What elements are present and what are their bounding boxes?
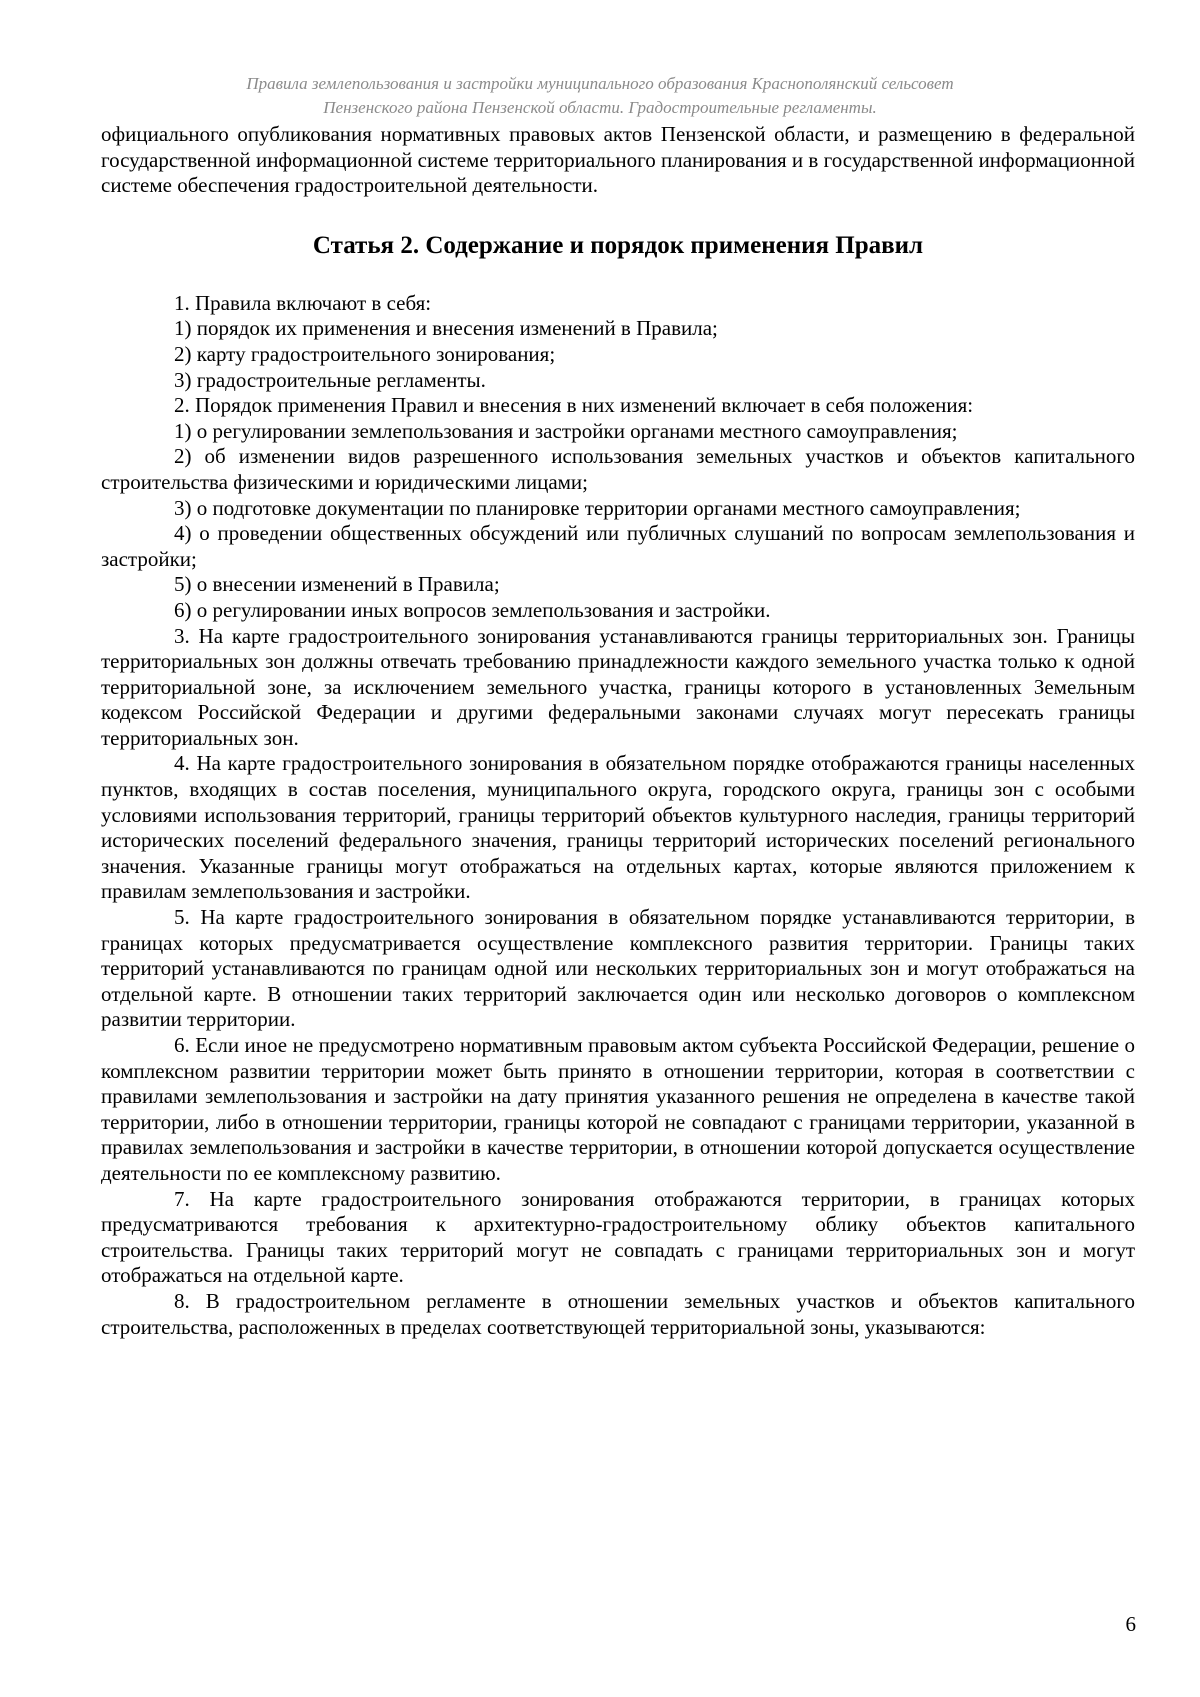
paragraph-2-item-2: 2) об изменении видов разрешенного использования земельных участков и объектов капитального строительства физическими и юридическими лицами; (101, 444, 1135, 494)
paragraph-1-item-3: 3) градостроительные регламенты. (174, 367, 486, 392)
running-header (100, 72, 1100, 120)
page-number: 6 (1125, 1612, 1136, 1636)
paragraph-4: 4. На карте градостроительного зонирования в обязательном порядке отображаются границы населенных пунктов, входящих в состав поселения, муниципального округа, городского округа, границы зон с особыми условиями использования территорий, границы территорий объектов культурного наследия, границы территорий исторических поселений федерального значения, границы территорий исторических поселений регионального значения. Указанные границы могут отображаться на отдельных картах, которые являются приложением к правилам землепользования и застройки. (101, 751, 1135, 904)
paragraph-7: 7. На карте градостроительного зонирования отображаются территории, в границах которых предусматриваются требования к архитектурно-градостроительному облику объектов капитального строительства. Границы таких территорий могут не совпадать с границами территориальных зон и могут отображаться на отдельной карте. (101, 1186, 1135, 1288)
paragraph-2-item-5: 5) о внесении изменений в Правила; (174, 572, 500, 597)
paragraph-1-item-2: 2) карту градостроительного зонирования; (174, 341, 556, 366)
paragraph-2-item-4: 4) о проведении общественных обсуждений или публичных слушаний по вопросам землепользования и застройки; (101, 521, 1135, 571)
paragraph-8: 8. В градостроительном регламенте в отношении земельных участков и объектов капитального строительства, расположенных в пределах соответствующей территориальной зоны, указываются: (101, 1288, 1135, 1339)
paragraph-5: 5. На карте градостроительного зонирования в обязательном порядке устанавливаются территории, в границах которых предусматривается осуществление комплексного развития территории. Границы таких территорий устанавливаются по границам одной или нескольких территориальных зон и могут отображаться на отдельной карте. В отношении таких территорий заключается один или несколько договоров о комплексном развитии территории. (101, 905, 1135, 1032)
running-header-line-1: Правила землепользования и застройки муниципального образования Краснополянский сельсовет (246, 74, 954, 93)
paragraph-6: 6. Если иное не предусмотрено нормативным правовым актом субъекта Российской Федерации, решение о комплексном развитии территории может быть принято в отношении территории, которая в соответствии с правилами землепользования и застройки на дату принятия указанного решения не определена в качестве такой территории, либо в отношении территории, границы которой не совпадают с границами территории, указанной в правилах землепользования и застройки в качестве территории, в отношении которой допускается осуществление деятельности по ее комплексному развитию. (101, 1033, 1135, 1185)
paragraph-2-item-3: 3) о подготовке документации по планировке территории органами местного самоуправления; (174, 495, 1021, 520)
intro-paragraph: официального опубликования нормативных правовых актов Пензенской области, и размещению в федеральной государственной информационной системе территориального планирования и в государственной информационной системе обеспечения градостроительной деятельности. (101, 122, 1135, 198)
document-body (101, 122, 1135, 1340)
article-title: Статья 2. Содержание и порядок применения Правил (312, 231, 924, 259)
paragraph-2-item-6: 6) о регулировании иных вопросов землепользования и застройки. (174, 597, 771, 622)
paragraph-3: 3. На карте градостроительного зонирования устанавливаются границы территориальных зон. Границы территориальных зон должны отвечать требованию принадлежности каждого земельного участка только к одной территориальной зоне, за исключением земельного участка, границы которого в установленных Земельным кодексом Российской Федерации и другими федеральными законами случаях могут пересекать границы территориальных зон. (101, 623, 1135, 750)
paragraph-2: 2. Порядок применения Правил и внесения в них изменений включает в себя положения: (174, 393, 974, 418)
paragraph-1: 1. Правила включают в себя: (174, 290, 432, 315)
paragraph-1-item-1: 1) порядок их применения и внесения изменений в Правила; (174, 316, 718, 341)
running-header-line-2: Пензенского района Пензенской области. Градостроительные регламенты. (323, 98, 877, 117)
paragraph-2-item-1: 1) о регулировании землепользования и застройки органами местного самоуправления; (174, 418, 958, 443)
